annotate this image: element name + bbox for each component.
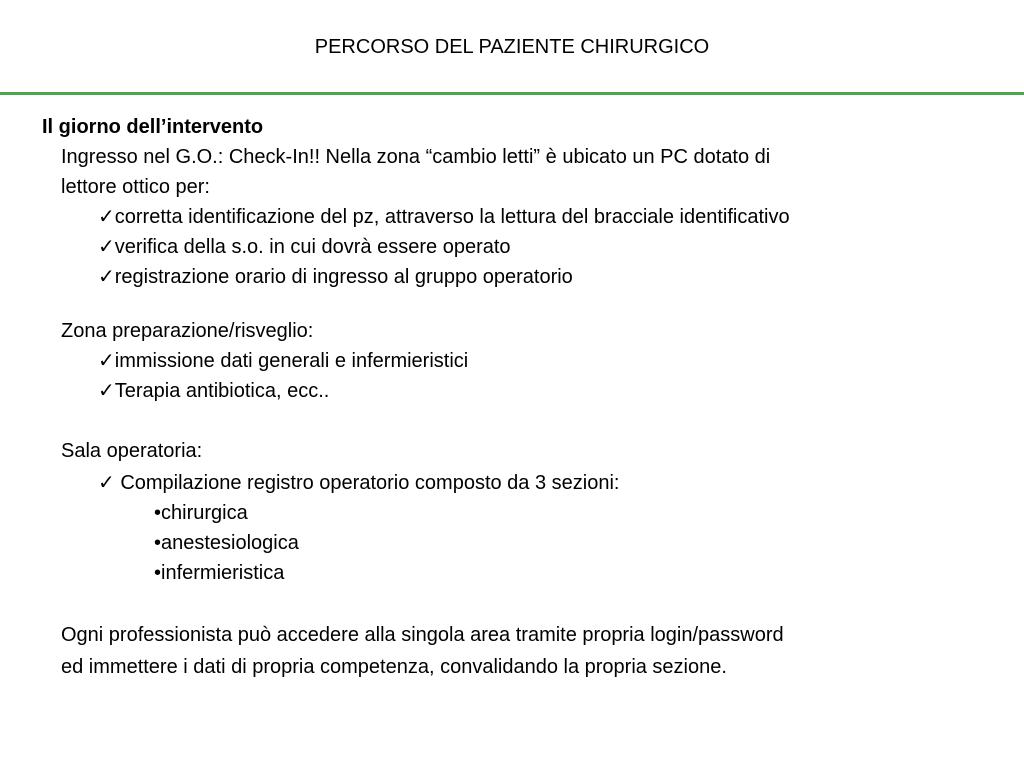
check-item	[98, 347, 468, 375]
checkmark-icon: ✓	[98, 236, 115, 258]
checkmark-icon: ✓	[98, 266, 115, 288]
check-item-text: corretta identificazione del pz, attraverso la lettura del bracciale identificativo	[114, 206, 790, 228]
check-item-text: verifica della s.o. in cui dovrà essere operato	[114, 236, 511, 258]
checkmark-icon: ✓	[98, 206, 115, 228]
section-heading-day-of-surgery: Il giorno dell’intervento	[42, 116, 264, 138]
section-heading-preparation-zone: Zona preparazione/risveglio:	[61, 320, 314, 342]
check-item-text: immissione dati generali e infermieristici	[114, 350, 469, 372]
closing-text-line-1: Ogni professionista può accedere alla singola area tramite propria login/password	[61, 624, 784, 646]
checkmark-icon: ✓	[98, 350, 115, 372]
check-item	[98, 377, 329, 405]
section-heading-operating-room: Sala operatoria:	[61, 440, 203, 462]
check-item-text: Compilazione registro operatorio composto da 3 sezioni:	[114, 472, 620, 494]
checkmark-icon: ✓	[98, 380, 115, 402]
intro-text-line-2: lettore ottico per:	[61, 176, 210, 198]
check-item	[98, 233, 511, 261]
title-divider	[0, 92, 1024, 95]
checkmark-icon: ✓	[98, 472, 115, 494]
intro-text-line-1: Ingresso nel G.O.: Check-In!! Nella zona “cambio letti” è ubicato un PC dotato di	[61, 146, 771, 168]
check-item-text: registrazione orario di ingresso al gruppo operatorio	[114, 266, 573, 288]
check-item-text: Terapia antibiotica, ecc..	[114, 380, 330, 402]
check-item	[98, 469, 619, 497]
check-item	[98, 263, 573, 291]
check-item	[98, 203, 790, 231]
bullet-item-nursing: •infermieristica	[154, 562, 285, 584]
bullet-item-anesthesiology: •anestesiologica	[154, 532, 299, 554]
closing-text-line-2: ed immettere i dati di propria competenza, convalidando la propria sezione.	[61, 656, 727, 678]
slide-title: PERCORSO DEL PAZIENTE CHIRURGICO	[314, 36, 710, 58]
bullet-item-surgical: •chirurgica	[154, 502, 248, 524]
